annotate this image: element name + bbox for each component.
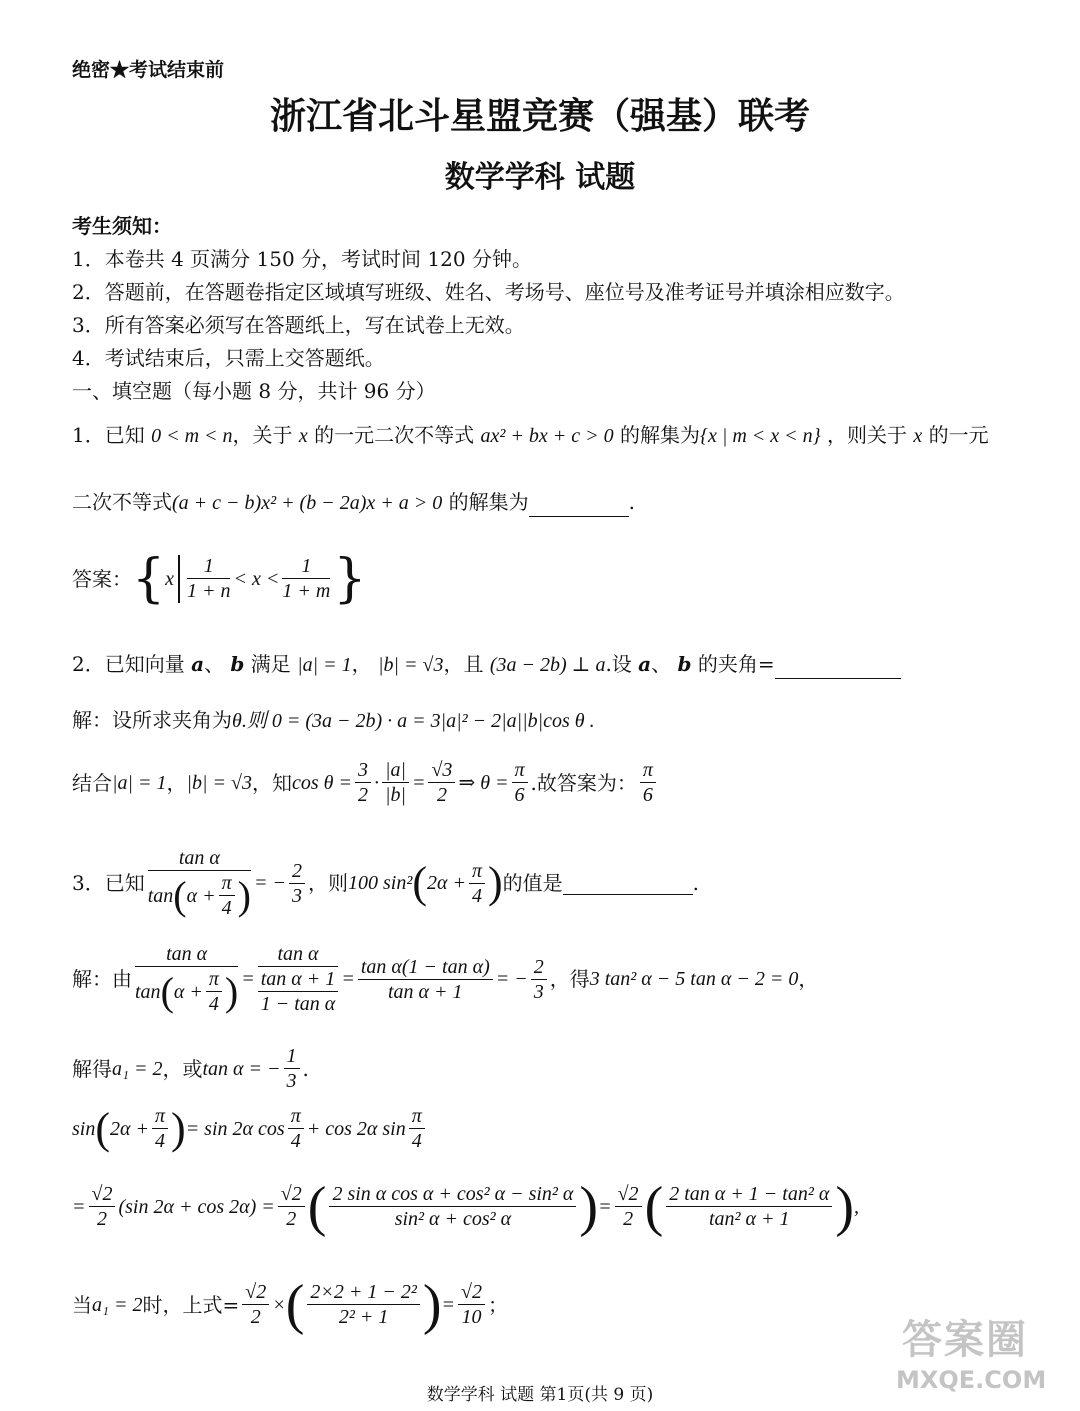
notice-item: 3．所有答案必须写在答题纸上，写在试卷上无效。: [72, 313, 525, 337]
fraction: $\frac{√2}{2}$: [278, 1182, 305, 1231]
question-number: 2．: [72, 652, 105, 676]
confidential-label: 绝密★考试结束前: [72, 59, 225, 81]
question-3-solution-4: = $\frac{√2}{2}$ (sin 2α + cos 2α) = $\frac{√2}{2}$ ( $\frac{\text{2 sin α cos α + cos² α − sin² α}}{\text{sin² α + cos² α}}$ ) = $\frac{√2}{2}$ ( $\frac{\text{2 tan α + 1 − tan² α}}{\text{tan² α + 1}}$ ) ,: [72, 1175, 859, 1238]
answer-blank: [529, 494, 629, 517]
notice-item: 2．答题前，在答题卷指定区域填写班级、姓名、考场号、座位号及准考证号并填涂相应数字。: [72, 280, 905, 304]
question-2-line-1: 2．已知向量 a、 b 满足 |a| = 1， |b| = √3，且 (3a − 2b) ⊥ a.设 a、 b 的夹角=: [72, 650, 901, 679]
fraction: $\frac{|a|}{|b|}$: [382, 758, 409, 807]
fraction: $\frac{\text{2 tan α + 1 − tan² α}}{\text{tan² α + 1}}$: [666, 1182, 832, 1231]
math-expr: {x | m < x < n}: [699, 425, 821, 447]
math-expr: |b| = √3: [377, 654, 444, 676]
fraction: tan α tan ( α + $\frac{\pi}{4}$ ): [135, 943, 239, 1015]
fraction: $\frac{\text{2 sin α cos α + cos² α − sin² α}}{\text{sin² α + cos² α}}$: [329, 1182, 576, 1231]
fraction: $\frac{1}{1 + m}$: [282, 555, 331, 602]
notice-item: 4．考试结束后，只需上交答题纸。: [72, 346, 385, 370]
fraction: $\frac{1}{1 + n}$: [186, 555, 231, 602]
notice-item: 1．本卷共 4 页满分 150 分，考试时间 120 分钟。: [72, 247, 532, 271]
math-expr: 0 < m < n: [151, 425, 233, 447]
fraction: $\frac{\pi}{4}$: [469, 859, 485, 908]
fraction: $\frac{\pi}{4}$: [288, 1104, 304, 1153]
fraction: $\frac{√3}{2}$: [428, 758, 455, 807]
watermark-logo: 答案圈: [902, 1317, 1028, 1363]
answer-blank: [563, 872, 693, 895]
fraction: tan α tan ( α + $\frac{\pi}{4}$ ): [147, 847, 251, 919]
fraction: $\frac{2}{3}$: [531, 955, 547, 1004]
math-expr: |a| = 1: [297, 654, 352, 676]
watermark-url: MXQE.COM: [896, 1366, 1047, 1394]
question-3-line-1: 3． 已知 tan α tan ( α + $\frac{\pi}{4}$ ) = − $\frac{2}{3}$ ，则 100 sin² ( 2α + $\frac{\pi}{4}$ ) 的值是 .: [72, 847, 700, 919]
fraction: $\frac{\pi}{6}$: [640, 758, 656, 807]
page-subtitle: 数学学科 试题: [444, 160, 636, 195]
fraction: $\frac{\pi}{6}$: [512, 758, 528, 807]
math-expr: |a| = 1: [112, 771, 167, 794]
math-expr: ax² + bx + c > 0: [480, 425, 614, 447]
page-footer: 数学学科 试题 第1页(共 9 页): [426, 1385, 654, 1405]
question-number: 1．: [72, 423, 105, 447]
fraction: $\frac{1}{3}$: [284, 1044, 300, 1093]
fraction: $\frac{\pi}{4}$: [152, 1104, 168, 1153]
question-3-solution-2: 解得 a₁ = 2 ，或 tan α = − $\frac{1}{3}$ .: [72, 1045, 309, 1092]
answer-blank: [775, 656, 901, 679]
notice-heading: 考生须知：: [72, 214, 172, 238]
math-expr: 3 tan² α − 5 tan α − 2 = 0: [589, 968, 799, 990]
math-expr: |b| = √3: [186, 771, 252, 794]
fraction: $\frac{\text{tan α(1 − tan α)}}{\text{tan α + 1}}$: [358, 955, 493, 1004]
question-2-solution-2: 结合 |a| = 1 ， |b| = √3 ，知 cos θ = $\frac{3}{2}$ · $\frac{|a|}{|b|}$ = $\frac{√3}{2}$ ⇒ θ = $\frac{\pi}{6}$ .故答案为： $\frac{\pi}{6}$: [72, 758, 659, 807]
question-3-solution-1: 解：由 tan α tan ( α + $\frac{\pi}{4}$ ) = $\frac{\text{tan α}}{\frac{\text{tan α + 1}}{\text{1 − tan α}}}$ = $\frac{\text{tan α(1 − tan α)}}{\text{tan α + 1}}$ = − $\frac{2}{3}$ ，得 3 tan² α − 5 tan α − 2 = 0 ，: [72, 943, 819, 1015]
math-expr: (a + c − b)x² + (b − 2a)x + a > 0: [172, 492, 443, 514]
fraction: $\frac{√2}{2}$: [242, 1280, 269, 1329]
fraction: $\frac{\text{2×2 + 1 − 2²}}{\text{2² + 1}}$: [307, 1280, 419, 1329]
fraction: $\frac{\text{tan α}}{\frac{\text{tan α + 1}}{\text{1 − tan α}}}$: [258, 942, 339, 1016]
fraction: $\frac{3}{2}$: [355, 758, 371, 807]
fraction: $\frac{\pi}{4}$: [409, 1104, 425, 1153]
question-2-solution-1: 解：设所求夹角为θ.则 0 = (3a − 2b) · a = 3|a|² − 2|a||b|cos θ .: [72, 708, 595, 732]
section-title: 一、填空题（每小题 8 分，共计 96 分）: [72, 379, 436, 403]
page-title: 浙江省北斗星盟竞赛（强基）联考: [269, 95, 810, 137]
fraction: $\frac{√2}{2}$: [89, 1182, 116, 1231]
question-3-solution-3: sin ( 2α + $\frac{\pi}{4}$ ) = sin 2α cos $\frac{\pi}{4}$ + cos 2α sin $\frac{\pi}{4}$: [72, 1104, 428, 1153]
fraction: $\frac{√2}{10}$: [458, 1280, 485, 1329]
fraction: $\frac{2}{3}$: [289, 859, 305, 908]
question-3-solution-5: 当 a₁ = 2 时，上式= $\frac{√2}{2}$ × ( $\frac{\text{2×2 + 1 − 2²}}{\text{2² + 1}}$ ) = $\frac{√2}{10}$ ；: [72, 1273, 508, 1336]
math-expr: .则 0 = (3a − 2b) · a = 3|a|² − 2|a||b|cos θ .: [241, 710, 595, 732]
question-number: 3．: [72, 871, 105, 895]
question-1-line-1: 1．已知 0 < m < n，关于 x 的一元二次不等式 ax² + bx + c > 0 的解集为{x | m < x < n} ，则关于 x 的一元: [72, 423, 989, 447]
fraction: $\frac{√2}{2}$: [615, 1182, 642, 1231]
math-expr: (3a − 2b) ⊥ a: [489, 654, 606, 676]
question-1-line-2: 二次不等式(a + c − b)x² + (b − 2a)x + a > 0 的解集为 .: [72, 488, 635, 517]
question-1-answer: 答案： { x $\frac{1}{1 + n}$ < x < $\frac{1}{1 + m}$ }: [72, 548, 367, 609]
